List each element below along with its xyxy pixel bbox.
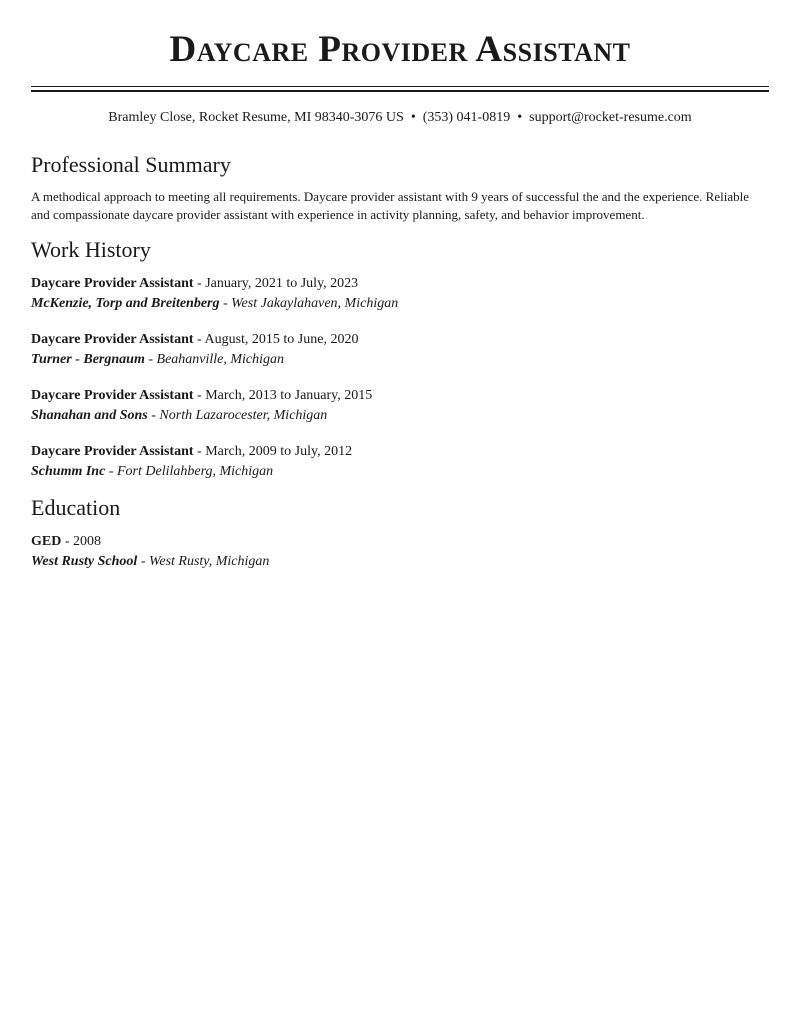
contact-line xyxy=(31,109,769,127)
work-entry xyxy=(31,274,769,314)
dash: - xyxy=(64,534,70,549)
dash: - xyxy=(197,388,202,403)
work-entry-employer xyxy=(31,462,769,482)
work-entry-heading xyxy=(31,330,769,350)
contact-address: Bramley Close, Rocket Resume, MI 98340-3076 US xyxy=(108,110,404,125)
dash: - xyxy=(197,444,202,459)
section-title-summary: Professional Summary xyxy=(31,152,231,177)
section-title-work-history: Work History xyxy=(31,237,151,262)
resume-name: Daycare Provider Assistant xyxy=(169,29,631,70)
education-entry-school xyxy=(31,552,769,572)
work-dates: August, 2015 to June, 2020 xyxy=(204,332,359,347)
contact-separator: • xyxy=(517,110,523,125)
work-entry-heading xyxy=(31,274,769,294)
work-location: Fort Delilahberg, Michigan xyxy=(116,464,274,479)
summary-text: A methodical approach to meeting all requirements. Daycare provider assistant with 9 years of successful the and the experience. Reliable and compassionate daycare provider assistant with experience in activity planning, safety, and behavior improvement. xyxy=(31,189,749,222)
work-dates: January, 2021 to July, 2023 xyxy=(205,276,359,291)
dash: - xyxy=(151,408,156,423)
contact-separator: • xyxy=(410,110,416,125)
work-location: West Jakaylahaven, Michigan xyxy=(231,296,399,311)
dash: - xyxy=(197,276,202,291)
work-entry xyxy=(31,442,769,482)
work-company: Shanahan and Sons xyxy=(31,408,148,423)
education-location: West Rusty, Michigan xyxy=(148,554,270,569)
education-year: 2008 xyxy=(73,534,102,549)
work-role: Daycare Provider Assistant xyxy=(31,388,194,403)
education-degree: GED xyxy=(31,534,62,549)
work-location: North Lazarocester, Michigan xyxy=(159,408,328,423)
dash: - xyxy=(197,332,202,347)
work-entry-heading xyxy=(31,442,769,462)
work-company: Turner - Bergnaum xyxy=(31,352,145,367)
work-dates: March, 2009 to July, 2012 xyxy=(205,444,353,459)
contact-email: support@rocket-resume.com xyxy=(529,110,692,125)
work-role: Daycare Provider Assistant xyxy=(31,332,194,347)
work-entry-employer xyxy=(31,406,769,426)
header-divider-thick xyxy=(31,90,769,92)
work-entry xyxy=(31,330,769,370)
dash: - xyxy=(148,352,154,367)
work-entry-employer xyxy=(31,294,769,314)
work-entry-heading xyxy=(31,386,769,406)
dash: - xyxy=(108,464,114,479)
section-title-education: Education xyxy=(31,495,121,520)
work-entry xyxy=(31,386,769,426)
education-entry-heading xyxy=(31,532,769,552)
work-role: Daycare Provider Assistant xyxy=(31,444,194,459)
header-divider-thin xyxy=(31,86,769,87)
education-school: West Rusty School xyxy=(31,554,138,569)
work-entry-employer xyxy=(31,350,769,370)
contact-phone: (353) 041-0819 xyxy=(422,110,511,125)
work-company: McKenzie, Torp and Breitenberg xyxy=(31,296,220,311)
education-entry xyxy=(31,532,769,572)
dash: - xyxy=(140,554,146,569)
work-location: Beahanville, Michigan xyxy=(156,352,285,367)
dash: - xyxy=(223,296,228,311)
work-company: Schumm Inc xyxy=(31,464,106,479)
work-role: Daycare Provider Assistant xyxy=(31,276,194,291)
work-dates: March, 2013 to January, 2015 xyxy=(205,388,373,403)
